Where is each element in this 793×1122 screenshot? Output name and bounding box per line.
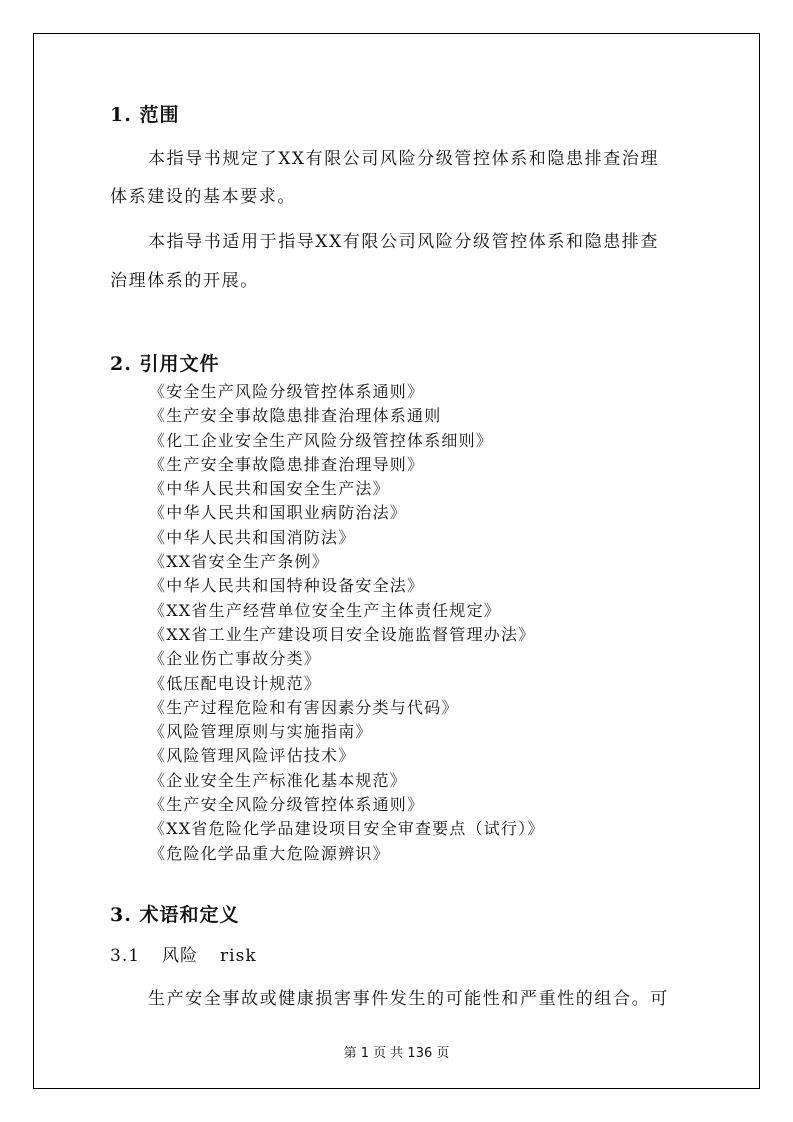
- definition-line-1: 生产安全事故或健康损害事件发生的可能性和严重性的组合。可: [148, 989, 669, 1009]
- reference-item: 《中华人民共和国职业病防治法》: [149, 503, 408, 523]
- section-1-paragraph-2-line-1: 本指导书适用于指导XX有限公司风险分级管控体系和隐患排查: [148, 232, 660, 252]
- reference-item: 《风险管理原则与实施指南》: [149, 722, 373, 742]
- reference-item: 《中华人民共和国特种设备安全法》: [149, 576, 425, 596]
- page-number-footer: 第 1 页 共 136 页: [343, 1046, 450, 1061]
- reference-item: 《化工企业安全生产风险分级管控体系细则》: [149, 430, 494, 450]
- term-chinese: 风险: [162, 946, 199, 966]
- term-english: risk: [220, 946, 257, 966]
- reference-item: 《中华人民共和国消防法》: [149, 527, 356, 547]
- section-2-heading: 2. 引用文件: [110, 353, 220, 375]
- reference-item: 《危险化学品重大危险源辨识》: [149, 843, 390, 863]
- section-1-paragraph-1-line-1: 本指导书规定了XX有限公司风险分级管控体系和隐患排查治理: [148, 149, 660, 169]
- section-1-paragraph-2-line-2: 治理体系的开展。: [110, 271, 259, 291]
- section-3-heading: 3. 术语和定义: [110, 904, 240, 926]
- subsection-number: 3.1: [110, 946, 141, 966]
- section-1-paragraph-1-line-2: 体系建设的基本要求。: [110, 187, 296, 207]
- reference-item: 《风险管理风险评估技术》: [149, 746, 356, 766]
- reference-item: 《生产过程危险和有害因素分类与代码》: [149, 697, 459, 717]
- reference-item: 《XX省危险化学品建设项目安全审查要点（试行）》: [149, 819, 545, 839]
- reference-item: 《安全生产风险分级管控体系通则》: [149, 382, 425, 401]
- subsection-3-1-heading: [110, 941, 257, 966]
- reference-item: 《生产安全事故隐患排查治理体系通则: [149, 406, 442, 426]
- reference-item: 《企业伤亡事故分类》: [149, 649, 322, 669]
- reference-item: 《企业安全生产标准化基本规范》: [149, 770, 408, 790]
- reference-item: 《生产安全风险分级管控体系通则》: [149, 795, 425, 815]
- reference-item: 《XX省生产经营单位安全生产主体责任规定》: [149, 600, 501, 620]
- reference-list: [149, 380, 545, 866]
- reference-item: 《生产安全事故隐患排查治理导则》: [149, 454, 425, 474]
- reference-item: 《低压配电设计规范》: [149, 673, 322, 693]
- reference-item: 《XX省工业生产建设项目安全设施监督管理办法》: [149, 624, 536, 644]
- reference-item: 《中华人民共和国安全生产法》: [149, 479, 390, 499]
- reference-item: 《XX省安全生产条例》: [149, 552, 329, 572]
- section-1-heading: 1. 范围: [110, 104, 180, 126]
